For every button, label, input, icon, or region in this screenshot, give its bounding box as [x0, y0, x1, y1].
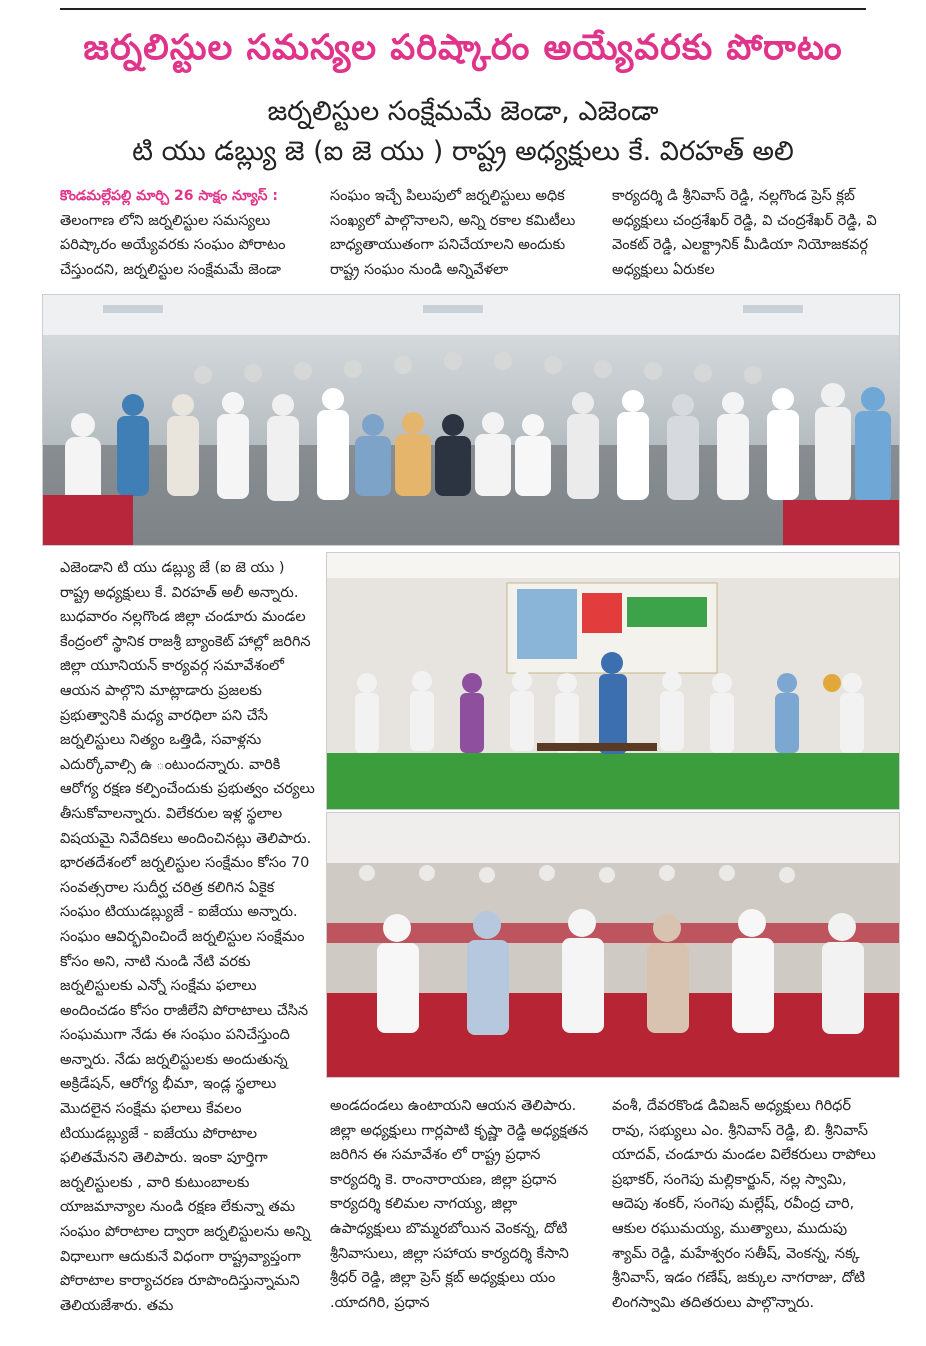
top-column-1-text: తెలంగాణ లోని జర్నలిస్టుల సమస్యలు పరిష్కారం అయ్యేవరకు సంఘం పోరాటం చేస్తుందని, జర్నలిస్టుల సంక్షేమమే జెండా: [60, 212, 286, 278]
top-rule: [60, 8, 866, 10]
middle-column: [330, 1094, 592, 1334]
top-column-1: [60, 184, 310, 296]
top-column-2-text: సంఘం ఇచ్చే పిలుపులో జర్నలిస్టులు అధిక సంఖ్యలో పాల్గొనాలని, అన్ని రకాల కమిటీలు బాధ్యతాయుతంగా పనిచేయాలని అందుకు రాష్ట్ర సంఘం నుండి అన్నివేళలా: [330, 188, 576, 278]
subheadline-2: టి యు డబ్ల్యు జె (ఐ జె యు ) రాష్ట్ర అధ్యక్షులు కే. విరహత్ అలి: [132, 136, 794, 167]
headline: జర్నలిస్టుల సమస్యల పరిష్కారం అయ్యేవరకు పోరాటం: [83, 28, 843, 68]
top-column-3-text: కార్యదర్శి డి శ్రీనివాస్ రెడ్డి, నల్లగొండ ప్రెస్ క్లబ్ అధ్యక్షులు చంద్రశేఖర్ రెడ్డి, వి చంద్రశేఖర్ రెడ్డి, వి వెంకట్ రెడ్డి, ఎలక్ట్రానిక్ మీడియా నియోజకవర్గ అధ్యక్షులు ఏరుకల: [612, 188, 877, 278]
subheadline-1: జర్నలిస్టుల సంక్షేమమే జెండా, ఎజెండా: [267, 96, 659, 127]
right-column-text: వంశీ, దేవరకొండ డివిజన్ అధ్యక్షులు గిరిధర్ రావు, సభ్యులు ఎం. శ్రీనివాస్ రెడ్డి, బి. శ్రీనివాస్ యాదవ్, చండూరు మండల విలేకరులు రాపోలు ప్రభాకర్, సంగెపు మల్లికార్జున్, నల్ల స్వామి, ఆదెపు శంకర్, సంగెపు మల్లేష్, రవీంద్ర చారి, ఆకుల రఘుమయ్య, ముత్యాలు, ముదుపు శ్యామ్ రెడ్డి, మహేశ్వరం సతీష్, వెంకన్న, నక్క శ్రీనివాస్, ఇడం గణేష్, జక్కుల నాగరాజు, దోటి లింగస్వామి తదితరులు పాల్గొన్నారు.: [612, 1098, 876, 1311]
left-column-text: ఎజెండాని టి యు డబ్ల్యు జే (ఐ జె యు ) రాష్ట్ర అధ్యక్షులు కే. విరహత్ అలీ అన్నారు. బుధవారం నల్లగొండ జిల్లా చండూరు మండల కేంద్రంలో స్థానిక రాజశ్రీ బ్యాంకెట్ హాల్లో జరిగిన జిల్లా యూనియన్ కార్యవర్గ సమావేశంలో ఆయన పాల్గొని మాట్లాడారు ప్రజలకు ప్రభుత్వానికి మధ్య వారధిలా పని చేసే జర్నలిస్టులు నిత్యం ఒత్తిడి, సవాళ్లను ఎదుర్కోవాల్సి ఉ ంటుందన్నారు. వారికి ఆరోగ్య రక్షణ కల్పించేందుకు ప్రభుత్వం చర్యలు తీసుకోవాలన్నారు. విలేకరుల ఇళ్ల స్థలాల విషయమై నివేదికలు అందించినట్లు తెలిపారు. భారతదేశంలో జర్నలిస్టుల సంక్షేమం కోసం 70 సంవత్సరాల సుదీర్ఘ చరిత్ర కలిగిన ఏకైక సంఘం టియుడబ్ల్యుజే - ఐజేయు అన్నారు. సంఘం ఆవిర్భవించిందే జర్నలిస్టుల సంక్షేమం కోసం అని, నాటి నుండి నేటి వరకు జర్నలిస్టులకు ఎన్నో సంక్షేమ ఫలాలు అందించడం కోసం రాజీలేని పోరాటాలు చేసిన సంఘముగా నేడు ఈ సంఘం పనిచేస్తుంది అన్నారు. నేడు జర్నలిస్టులకు అందుతున్న అక్రిడేషన్, ఆరోగ్య భీమా, ఇండ్ల స్థలాలు మొదలైన సంక్షేమ ఫలాలు కేవలం టియుడబ్ల్యుజే - ఐజేయు పోరాటాల ఫలితమేనని తెలిపారు. ఇంకా పూర్తిగా జర్నలిస్టులకు , వారి కుటుంబాలకు యాజమాన్యాల నుండి రక్షణ లేకున్నా తమ సంఘం పోరాటాల ద్వారా జర్నలిస్టులను అన్ని విధాలుగా ఆదుకునే విధంగా రాష్ట్రవ్యాప్తంగా పోరాటాల కార్యాచరణ రూపొందిస్తున్నామని తెలియజేశారు. తమ: [60, 560, 315, 1314]
audience-photo: [326, 812, 900, 1078]
dateline: కొండమల్లేపల్లి మార్చి 26 సాక్షం న్యూస్ :: [60, 188, 278, 204]
middle-column-text: అండదండలు ఉంటాయని ఆయన తెలిపారు. జిల్లా అధ్యక్షులు గార్లపాటి కృష్ణా రెడ్డి అధ్యక్షతన జరిగిన ఈ సమావేశం లో రాష్ట్ర ప్రధాన కార్యదర్శి కె. రాంనారాయణ, జిల్లా ప్రధాన కార్యదర్శి కలిమల నాగయ్య, జిల్లా ఉపాధ్యక్షులు బొమ్మరబోయిన వెంకన్న, దోటి శ్రీనివాసులు, జిల్లా సహాయ కార్యదర్శి కేసాని శ్రీధర్ రెడ్డి, జిల్లా ప్రెస్ క్లబ్ అధ్యక్షులు యం .యాదగిరి, ప్రధాన: [330, 1098, 589, 1311]
left-column: [60, 556, 315, 1336]
stage-photo: [326, 552, 900, 810]
top-column-2: [330, 184, 592, 284]
group-photo: [42, 294, 900, 546]
top-column-3: [612, 184, 882, 284]
right-column: [612, 1094, 882, 1334]
